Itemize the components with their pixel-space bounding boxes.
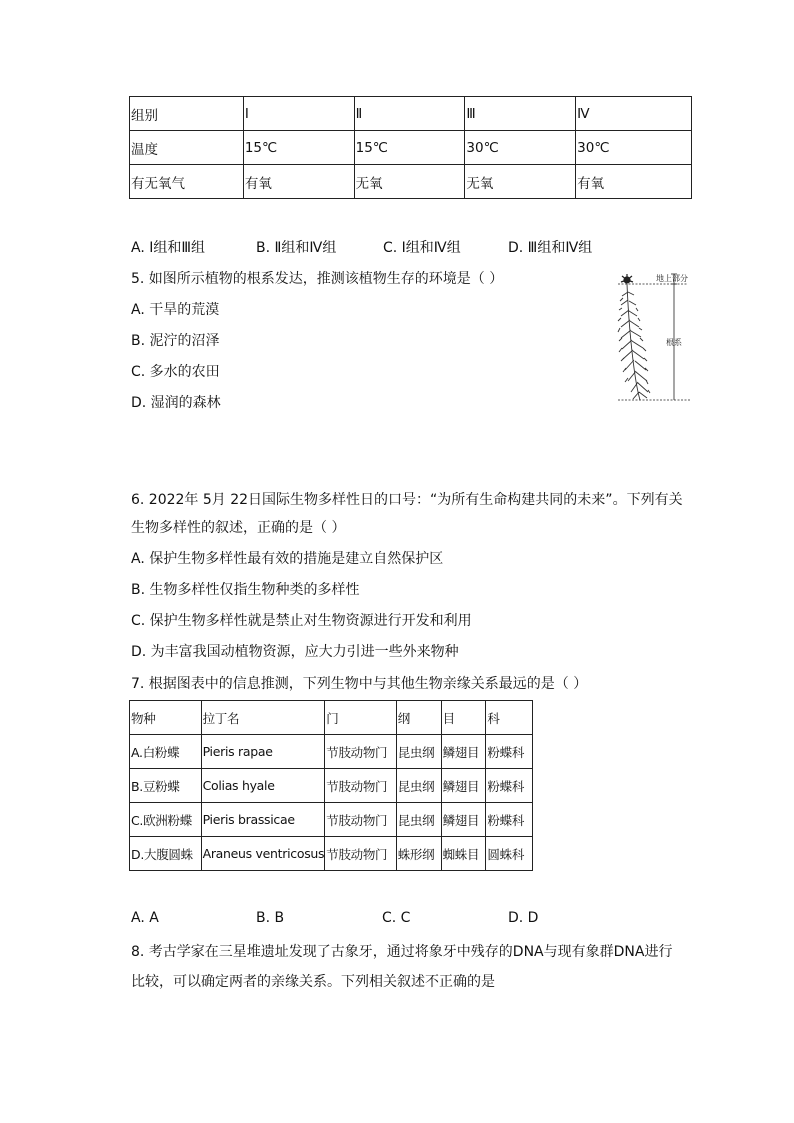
table-cell: 有无氧气 — [130, 165, 244, 199]
table-cell: 无氧 — [354, 165, 465, 199]
table-row — [130, 837, 533, 871]
table-cell: 节肢动物门 — [325, 769, 396, 803]
q6-option-c[interactable]: C. 保护生物多样性就是禁止对生物资源进行开发和利用 — [131, 613, 472, 629]
q5-option-b[interactable]: B. 泥泞的沼泽 — [131, 333, 220, 349]
table-cell: 科 — [486, 701, 533, 735]
q7-stem: 7. 根据图表中的信息推测，下列生物中与其他生物亲缘关系最远的是（ ） — [131, 676, 588, 692]
q8-stem-line2: 比较，可以确定两者的亲缘关系。下列相关叙述不正确的是 — [131, 974, 495, 990]
table-cell: 鳞翅目 — [441, 769, 486, 803]
table-cell: 有氧 — [243, 165, 354, 199]
table-cell: Araneus ventricosus — [201, 837, 325, 871]
q6-option-d[interactable]: D. 为丰富我国动植物资源，应大力引进一些外来物种 — [131, 644, 459, 660]
q8-stem-line1: 8. 考古学家在三星堆遗址发现了古象牙，通过将象牙中残存的DNA与现有象群DNA进行 — [131, 944, 673, 960]
table-cell: 鳞翅目 — [441, 735, 486, 769]
table-cell: 圆蛛科 — [486, 837, 533, 871]
species-classification-table — [129, 700, 533, 871]
table-cell: 门 — [325, 701, 396, 735]
table-row — [130, 165, 692, 199]
q4-options — [131, 237, 691, 257]
q6-stem-line2: 生物多样性的叙述，正确的是（ ） — [131, 520, 346, 536]
table-cell: 粉蝶科 — [486, 769, 533, 803]
table-cell: 昆虫纲 — [396, 803, 441, 837]
table-cell: Ⅳ — [576, 97, 692, 131]
option-b[interactable]: B. Ⅱ组和Ⅳ组 — [256, 240, 337, 256]
table-cell: 节肢动物门 — [325, 837, 396, 871]
root-label: 根系 — [666, 338, 682, 347]
option-d[interactable]: D. D — [508, 910, 539, 926]
experiment-group-table — [129, 96, 692, 199]
option-a[interactable]: A. A — [131, 910, 159, 926]
q6-option-a[interactable]: A. 保护生物多样性最有效的措施是建立自然保护区 — [131, 551, 444, 567]
table-cell: B.豆粉蝶 — [130, 769, 202, 803]
table-cell: 节肢动物门 — [325, 735, 396, 769]
table-cell: 鳞翅目 — [441, 803, 486, 837]
table-cell: 15℃ — [243, 131, 354, 165]
table-cell: 拉丁名 — [201, 701, 325, 735]
q5-option-a[interactable]: A. 干旱的荒漠 — [131, 302, 220, 318]
table-cell: 温度 — [130, 131, 244, 165]
option-d[interactable]: D. Ⅲ组和Ⅳ组 — [508, 240, 593, 256]
table-cell: 昆虫纲 — [396, 769, 441, 803]
q5-stem: 5. 如图所示植物的根系发达，推测该植物生存的环境是（ ） — [131, 271, 504, 287]
table-cell: Pieris brassicae — [201, 803, 325, 837]
table-cell: Ⅲ — [465, 97, 576, 131]
q6-option-b[interactable]: B. 生物多样性仅指生物种类的多样性 — [131, 582, 360, 598]
table-cell: 30℃ — [465, 131, 576, 165]
root-system-icon — [618, 284, 650, 400]
above-ground-label: 地上部分 — [656, 274, 688, 283]
table-cell: D.大腹圆蛛 — [130, 837, 202, 871]
table-row — [130, 97, 692, 131]
table-cell: 蜘蛛目 — [441, 837, 486, 871]
table-cell: 物种 — [130, 701, 202, 735]
table-cell: 有氧 — [576, 165, 692, 199]
q5-option-d[interactable]: D. 湿润的森林 — [131, 395, 221, 411]
option-b[interactable]: B. B — [256, 910, 285, 926]
table-cell: 粉蝶科 — [486, 735, 533, 769]
table-cell: 目 — [441, 701, 486, 735]
table-row — [130, 131, 692, 165]
table-cell: 组别 — [130, 97, 244, 131]
table-cell: 蛛形纲 — [396, 837, 441, 871]
q7-options — [131, 910, 691, 930]
table-cell: 无氧 — [465, 165, 576, 199]
q6-stem-line1: 6. 2022年 5月 22日国际生物多样性日的口号：“为所有生命构建共同的未来”。下列有关 — [131, 492, 683, 508]
option-c[interactable]: C. C — [382, 910, 411, 926]
table-cell: 纲 — [396, 701, 441, 735]
table-cell: 节肢动物门 — [325, 803, 396, 837]
table-cell: A.白粉蝶 — [130, 735, 202, 769]
table-cell: 15℃ — [354, 131, 465, 165]
table-row — [130, 735, 533, 769]
table-row — [130, 769, 533, 803]
q5-option-c[interactable]: C. 多水的农田 — [131, 364, 220, 380]
table-cell: C.欧洲粉蝶 — [130, 803, 202, 837]
above-ground-plant-icon — [621, 274, 633, 283]
table-row — [130, 803, 533, 837]
table-cell: 昆虫纲 — [396, 735, 441, 769]
table-row — [130, 701, 533, 735]
table-cell: 30℃ — [576, 131, 692, 165]
table-cell: 粉蝶科 — [486, 803, 533, 837]
table-cell: Colias hyale — [201, 769, 325, 803]
option-c[interactable]: C. Ⅰ组和Ⅳ组 — [383, 240, 461, 256]
plant-root-figure — [614, 268, 694, 408]
table-cell: Ⅰ — [243, 97, 354, 131]
option-a[interactable]: A. Ⅰ组和Ⅲ组 — [131, 240, 206, 256]
table-cell: Pieris rapae — [201, 735, 325, 769]
table-cell: Ⅱ — [354, 97, 465, 131]
